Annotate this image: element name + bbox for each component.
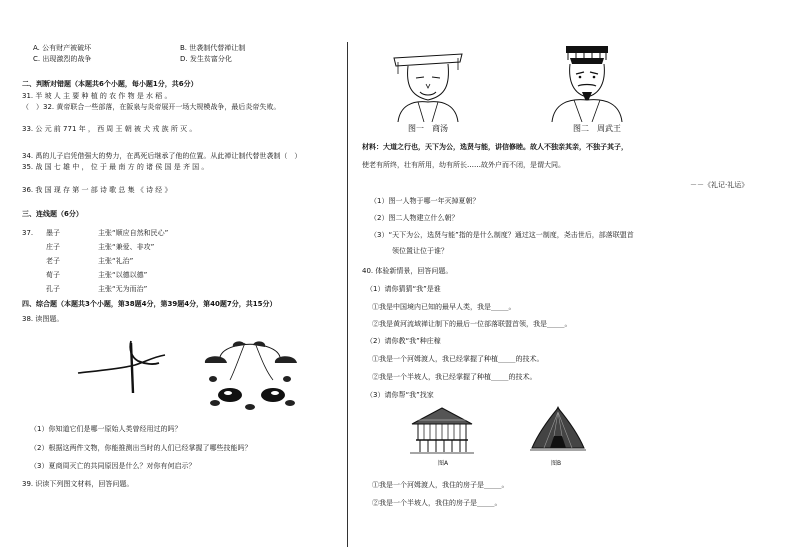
bone-needle-image: [75, 335, 170, 395]
question-40-3: （3）请你帮“我”找家: [366, 391, 434, 399]
material-source: －－《礼记·礼运》: [690, 181, 749, 189]
question-38-intro: 38. 读图题。: [22, 315, 64, 323]
section-3-title: 三、连线题（6分）: [22, 210, 83, 218]
question-39-3a: （3）“天下为公，选贤与能”指的是什么制度？通过这一制度，尧击世后，部落联盟首: [370, 231, 634, 239]
match-person: 墨子: [46, 229, 60, 237]
house-a-caption: 图A: [438, 460, 449, 467]
question-40-3a: ①我是一个河姆渡人，我住的房子是_____。: [372, 481, 509, 489]
house-b-caption: 图B: [551, 460, 562, 467]
question-39-3b: 领位置让位于谁？: [392, 247, 448, 255]
semi-subterranean-hut-image: [530, 404, 586, 456]
figure-2-caption: 图二 周武王: [573, 124, 621, 133]
question-38-1: （1）你知道它们是哪一原始人类曾经用过的吗？: [30, 425, 182, 433]
match-person: 庄子: [46, 243, 60, 251]
match-claim: 主张“顺应自然和民心”: [98, 229, 169, 237]
zhou-wu-wang-portrait: [548, 42, 624, 122]
match-claim: 主张“以德以德”: [98, 271, 148, 279]
column-divider: [347, 42, 348, 547]
question-39-intro: 39. 识读下列图文材料，回答问题。: [22, 480, 134, 488]
question-35: 35. 战 国 七 雄 中 ， 位 于 最 南 方 的 诸 侯 国 是 齐 国 。: [22, 163, 209, 171]
question-32: （ ）32. 黄帝联合一些部落，在阪泉与炎帝展开一场大规模战争，最后炎帝失败。: [22, 103, 281, 111]
material-line-2: 使老有所终，壮有所用，幼有所长……故外户而不闭，是谓大同。: [362, 161, 565, 169]
question-40: 40. 体验新情景，回答问题。: [362, 267, 453, 275]
match-person: 老子: [46, 257, 60, 265]
section-4-title: 四、综合题（本题共3个小题，第38题4分，第39题4分，第40题7分，共15分）: [22, 300, 277, 308]
question-31: 31. 半 坡 人 主 要 种 植 的 农 作 物 是 水 稻 。: [22, 92, 172, 100]
stilt-house-image: [410, 406, 474, 456]
option-c: C. 出现激烈的战争: [33, 55, 92, 63]
question-40-1a: ①我是中国境内已知的最早人类，我是_____。: [372, 303, 516, 311]
question-37-number: 37.: [22, 229, 34, 237]
figure-1-caption: 图一 商汤: [408, 124, 448, 133]
question-40-2b: ②我是一个半坡人，我已经掌握了种植_____的技术。: [372, 373, 537, 381]
match-claim: 主张“礼治”: [98, 257, 134, 265]
option-d: D. 发生贫富分化: [180, 55, 232, 63]
question-36: 36. 我 国 现 存 第 一 部 诗 歌 总 集 《 诗 经 》: [22, 186, 172, 194]
question-40-2a: ①我是一个河姆渡人，我已经掌握了种植_____的技术。: [372, 355, 544, 363]
material-line-1: 材料：大道之行也，天下为公，选贤与能，讲信修睦。故人不独亲其亲，不独子其子，: [362, 142, 628, 151]
question-38-3: （3）夏商周灭亡的共同原因是什么？对你有何启示？: [30, 462, 196, 470]
question-38-2: （2）根据这两件文物，你能推测出当时的人们已经掌握了哪些技能吗？: [30, 444, 252, 452]
question-40-2: （2）请你教“我”种庄稼: [366, 337, 441, 345]
question-39-1: （1）图一人物于哪一年灭掉夏朝？: [370, 197, 480, 205]
question-34: 34. 禹的儿子启凭借强大的势力，在禹死后继承了他的位置。从此禅让制代替世袭制（ ）: [22, 152, 302, 160]
question-40-1b: ②我是黄河流域禅让制下的最后一位部落联盟首领，我是_____。: [372, 320, 572, 328]
match-person: 孔子: [46, 285, 60, 293]
match-claim: 主张“无为而治”: [98, 285, 148, 293]
question-40-3b: ②我是一个半坡人，我住的房子是_____。: [372, 499, 502, 507]
shang-tang-portrait: [388, 44, 468, 122]
question-39-2: （2）图二人物建立什么朝？: [370, 214, 459, 222]
question-33: 33. 公 元 前 771 年 ， 西 周 王 朝 被 犬 戎 族 所 灭 。: [22, 125, 197, 133]
shell-necklace-image: [195, 335, 305, 415]
question-40-1: （1）请你猜猜“我”是谁: [366, 285, 441, 293]
match-person: 荀子: [46, 271, 60, 279]
section-2-title: 二、判断对错题（本题共6个小题，每小题1分，共6分）: [22, 80, 198, 88]
option-a: A. 公有财产被破坏: [33, 44, 92, 52]
match-claim: 主张“兼爱、非攻”: [98, 243, 155, 251]
option-b: B. 世袭制代替禅让制: [180, 44, 246, 52]
